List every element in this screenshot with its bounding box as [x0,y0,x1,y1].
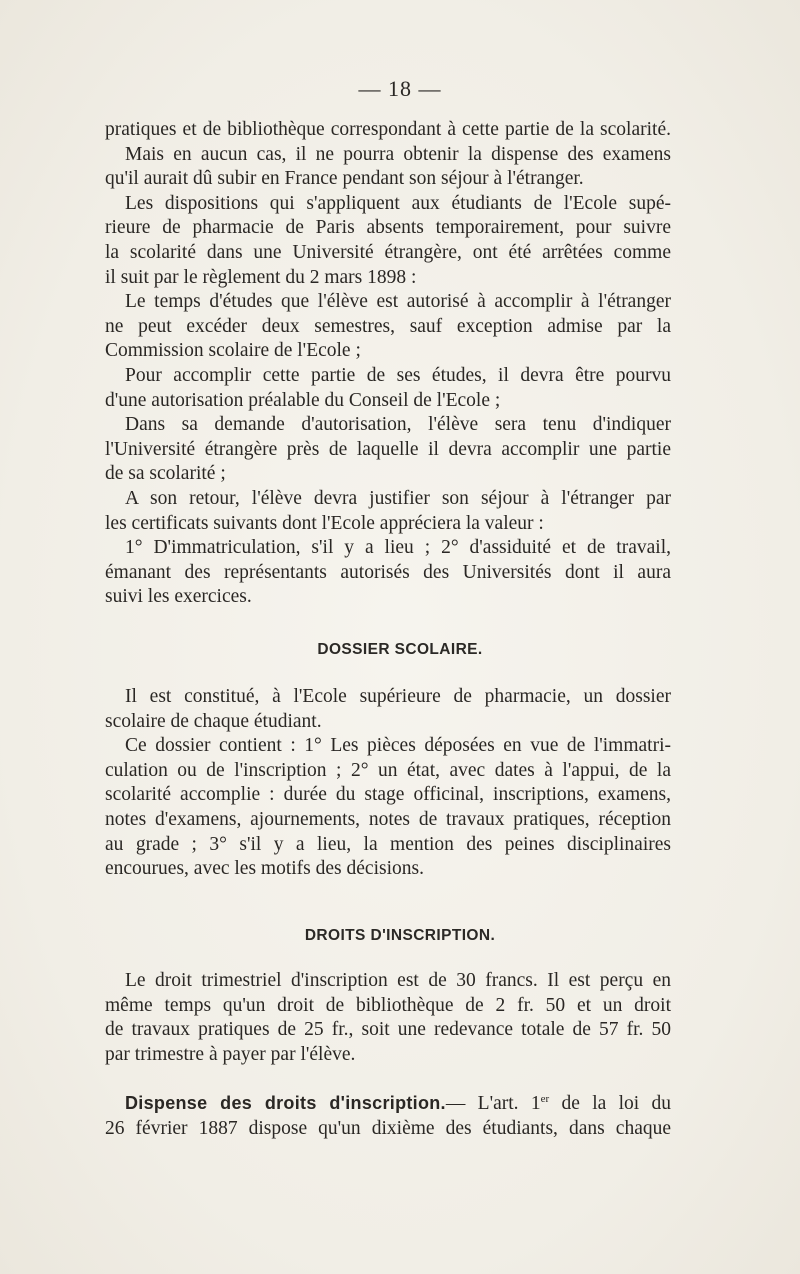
text-line: Les dispositions qui s'appliquent aux étudiants de l'Ecole supé- [125,192,671,214]
text-line: d'une autorisation préalable du Conseil de l'Ecole ; [105,389,501,411]
text-fragment: — L'art. 1 [445,1093,541,1114]
text-line: émanant des représentants autorisés des Universités dont il aura [105,561,671,583]
text-line: Dans sa demande d'autorisation, l'élève sera tenu d'indiquer [125,414,671,436]
text-line: scolarité accomplie : durée du stage officinal, inscriptions, examens, [105,784,671,806]
text-line: Il est constitué, à l'Ecole supérieure de pharmacie, un dossier [125,686,671,707]
text-line: au grade ; 3° s'il y a lieu, la mention des peines disciplinaires [105,833,671,855]
dispense-droits-section [105,1091,671,1141]
superscript: er [540,1093,550,1105]
text-fragment: de la loi du [549,1093,671,1114]
study-abroad-section [105,118,671,610]
page-number: — 18 — [358,76,442,101]
text-line: Pour accomplir cette partie de ses études, il devra être pourvu [125,364,671,386]
text-line: l'Université étrangère près de laquelle il devra accomplir une partie [105,438,671,460]
section-heading-dossier-scolaire: DOSSIER SCOLAIRE. [317,641,483,658]
text-line: Mais en aucun cas, il ne pourra obtenir la dispense des examens [125,143,671,165]
text-line [105,1091,671,1117]
text-line: par trimestre à payer par l'élève. [105,1043,356,1065]
text-line: Le droit trimestriel d'inscription est de 30 francs. Il est perçu en [125,970,671,991]
dossier-scolaire-section [105,685,671,882]
section-heading-droits-inscription: DROITS D'INSCRIPTION. [304,927,496,944]
text-line: les certificats suivants dont l'Ecole appréciera la valeur : [105,512,544,534]
text-line: qu'il aurait dû subir en France pendant son séjour à l'étranger. [105,168,584,190]
text-line: pratiques et de bibliothèque correspondant à cette partie de la scolarité. [105,119,671,140]
text-line: 1° D'immatriculation, s'il y a lieu ; 2° d'assiduité et de travail, [125,537,671,559]
text-line: Le temps d'études que l'élève est autorisé à accomplir à l'étranger [125,291,671,313]
text-line: notes d'examens, ajournements, notes de travaux pratiques, réception [105,808,671,830]
text-line: Commission scolaire de l'Ecole ; [105,340,361,362]
text-line: A son retour, l'élève devra justifier son séjour à l'étranger par [125,487,671,509]
text-line: encourues, avec les motifs des décisions. [105,858,424,880]
text-line: ne peut excéder deux semestres, sauf exception admise par la [105,315,671,337]
text-line: la scolarité dans une Université étrangère, ont été arrêtées comme [105,241,671,263]
droits-inscription-section [105,969,671,1067]
text-line: il suit par le règlement du 2 mars 1898 : [105,266,417,288]
text-line: même temps qu'un droit de bibliothèque de 2 fr. 50 et un droit [105,994,671,1016]
text-line: suivi les exercices. [105,586,252,608]
text-line: de travaux pratiques de 25 fr., soit une redevance totale de 57 fr. 50 [105,1019,671,1041]
text-line: scolaire de chaque étudiant. [105,710,322,732]
text-line: rieure de pharmacie de Paris absents temporairement, pour suivre [105,217,671,239]
text-line: culation ou de l'inscription ; 2° un état, avec dates à l'appui, de la [105,759,671,781]
text-line: Ce dossier contient : 1° Les pièces déposées en vue de l'immatri- [125,735,671,757]
run-in-heading: Dispense des droits d'inscription. [125,1093,446,1113]
text-line: de sa scolarité ; [105,463,226,485]
text-line: 26 février 1887 dispose qu'un dixième des étudiants, dans chaque [105,1117,671,1139]
